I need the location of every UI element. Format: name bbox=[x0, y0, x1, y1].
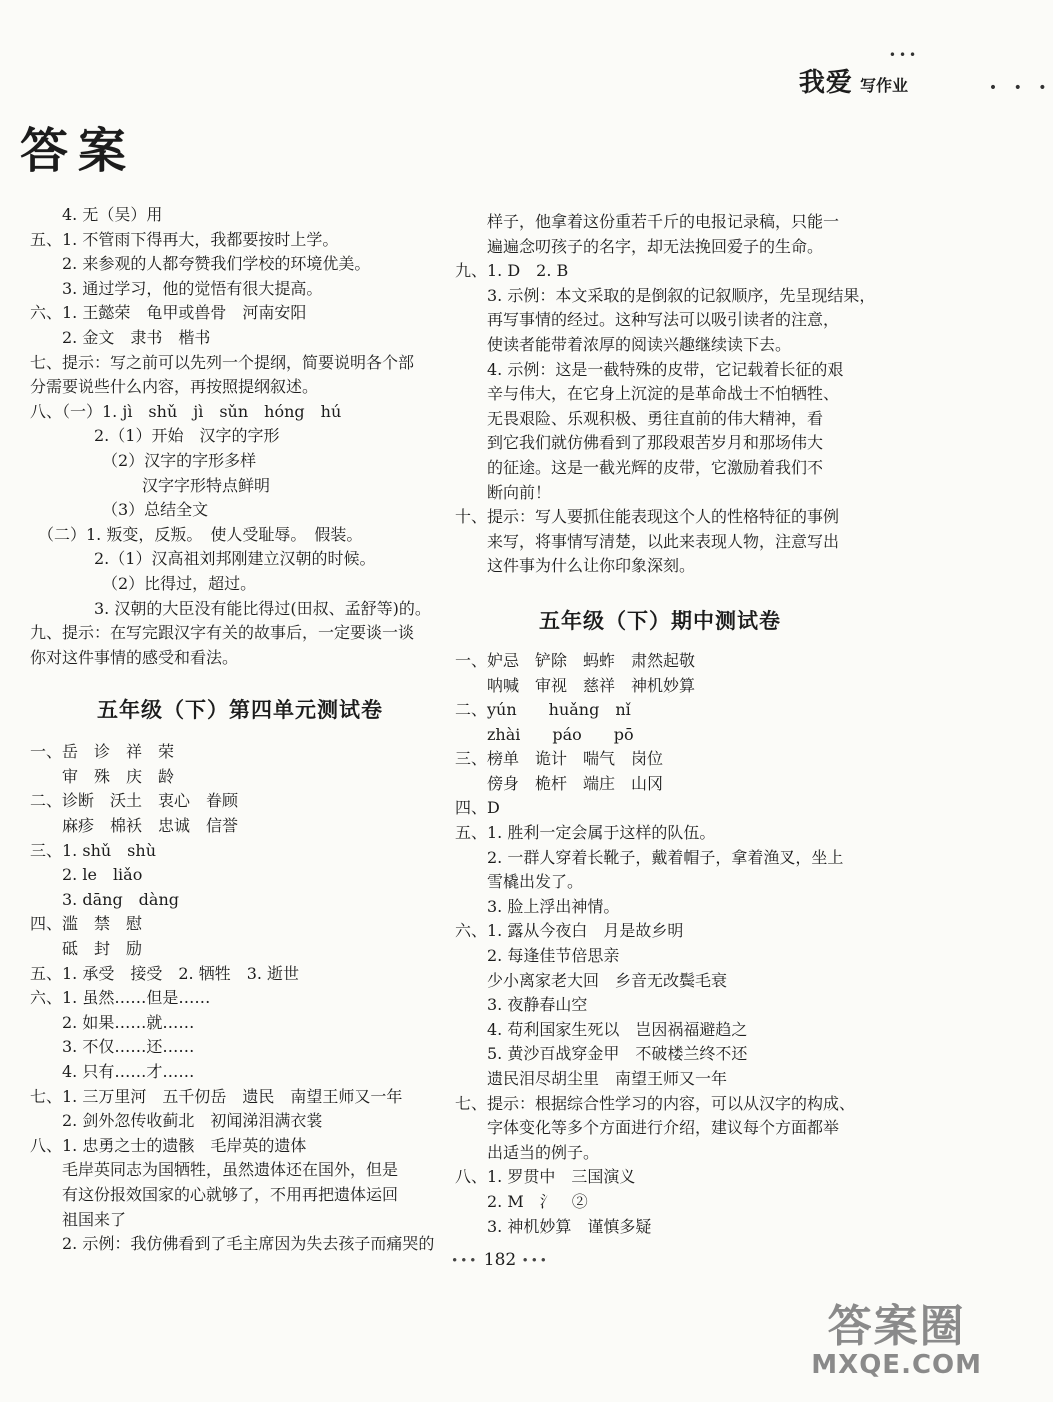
answer-line: 八、1. 罗贯中 三国演义 bbox=[455, 1167, 636, 1187]
answer-line: 三、1. shǔ shù bbox=[30, 840, 156, 860]
answer-line: 3. 示例：本文采取的是倒叙的记叙顺序，先呈现结果， bbox=[455, 285, 876, 305]
answer-line: 2. 一群人穿着长靴子，戴着帽子，拿着渔叉，坐上 bbox=[455, 847, 844, 867]
watermark bbox=[811, 1290, 982, 1380]
answer-line: 样子，他拿着这份重若千斤的电报记录稿，只能一 bbox=[455, 212, 840, 231]
answer-line: 汉字字形特点鲜明 bbox=[30, 475, 271, 495]
answer-line: 砥 封 励 bbox=[30, 939, 143, 959]
answer-line: 2. 如果……就…… bbox=[30, 1012, 195, 1032]
answer-line: 祖国来了 bbox=[30, 1209, 127, 1229]
answer-line: 辛与伟大，在它身上沉淀的是革命战士不怕牺牲、 bbox=[455, 384, 840, 404]
answer-line: 你对这件事情的感受和看法。 bbox=[30, 647, 239, 667]
answer-line: 3. dāng dàng bbox=[30, 889, 180, 909]
answer-line: 使读者能带着浓厚的阅读兴趣继续读下去。 bbox=[455, 334, 792, 354]
answer-line: 七、提示：根据综合性学习的内容，可以从汉字的构成、 bbox=[455, 1093, 856, 1113]
answer-line: 审 殊 庆 龄 bbox=[30, 766, 175, 786]
answer-line: （二）1. 叛变，反叛。 使人受耻辱。 假装。 bbox=[30, 524, 363, 544]
brand-main: 我爱 bbox=[798, 68, 853, 98]
answer-line: 呐喊 审视 慈祥 神机妙算 bbox=[455, 675, 696, 695]
answer-line: 五、1. 胜利一定会属于这样的队伍。 bbox=[455, 823, 716, 843]
watermark-url: MXQE.COM bbox=[811, 1350, 982, 1380]
answer-line: （2）汉字的字形多样 bbox=[30, 450, 257, 470]
answer-line: 四、D bbox=[455, 798, 500, 818]
answer-line: 三、榜单 诡计 喘气 岗位 bbox=[455, 749, 664, 769]
answer-line: 2.（1）开始 汉字的字形 bbox=[30, 426, 280, 446]
page-number: 182 bbox=[483, 1250, 517, 1270]
answer-line: 遍遍念叨孩子的名字，却无法挽回爱子的生命。 bbox=[455, 236, 824, 256]
page-title: 答案 bbox=[20, 123, 137, 179]
answer-line: 断向前！ bbox=[455, 482, 552, 502]
section-title-midterm: 五年级（下）期中测试卷 bbox=[539, 608, 781, 633]
answer-line: 3. 汉朝的大臣没有能比得过(田叔、孟舒等)的。 bbox=[30, 598, 431, 618]
answer-line: 六、1. 露从今夜白 月是故乡明 bbox=[455, 921, 684, 941]
answer-line: 分需要说些什么内容，再按照提纲叙述。 bbox=[30, 377, 319, 397]
answer-line: （3）总结全文 bbox=[30, 500, 209, 520]
answer-line: 雪橇出发了。 bbox=[455, 872, 584, 892]
answer-line: 五、1. 不管雨下得再大，我都要按时上学。 bbox=[30, 229, 339, 249]
answer-line: 八、（一）1. jì shǔ jì sǔn hóng hú bbox=[30, 401, 342, 421]
answer-line: 出适当的例子。 bbox=[455, 1142, 600, 1162]
left-column bbox=[30, 203, 450, 1257]
answer-line: 少小离家老大回 乡音无改鬓毛衰 bbox=[455, 970, 728, 990]
answer-line: 3. 通过学习，他的觉悟有很大提高。 bbox=[30, 278, 323, 298]
brand-trail: • • • bbox=[988, 80, 1053, 96]
answer-line: 一、岳 诊 祥 荣 bbox=[30, 742, 175, 762]
answer-line: zhài páo pō bbox=[455, 724, 634, 744]
answer-line: 5. 黄沙百战穿金甲 不破楼兰终不还 bbox=[455, 1044, 748, 1064]
watermark-text: 答案圈 bbox=[827, 1301, 966, 1352]
answer-line: 二、诊断 沃土 衷心 眷顾 bbox=[30, 791, 239, 811]
answer-line: 来写，将事情写清楚，以此来表现人物，注意写出 bbox=[455, 531, 840, 551]
answer-line: 遗民泪尽胡尘里 南望王师又一年 bbox=[455, 1069, 728, 1088]
footer-dots-left: ••• bbox=[451, 1253, 479, 1268]
answer-line: 一、妒忌 铲除 蚂蚱 肃然起敬 bbox=[455, 650, 696, 670]
answer-line: 的征途。这是一截光辉的皮带，它激励着我们不 bbox=[455, 457, 824, 477]
answer-line: 六、1. 虽然……但是…… bbox=[30, 988, 211, 1008]
answer-line: 3. 不仅……还…… bbox=[30, 1037, 195, 1057]
answer-line: 4. 示例：这是一截特殊的皮带，它记载着长征的艰 bbox=[455, 359, 844, 379]
answer-line: 2. 剑外忽传收蓟北 初闻涕泪满衣裳 bbox=[30, 1111, 323, 1131]
right-column bbox=[455, 210, 876, 1239]
answer-line: 到它我们就仿佛看到了那段艰苦岁月和那场伟大 bbox=[455, 433, 824, 453]
section-title-unit4: 五年级（下）第四单元测试卷 bbox=[97, 698, 383, 723]
footer-dots-right: ••• bbox=[521, 1253, 549, 1268]
answer-line: 八、1. 忠勇之士的遗骸 毛岸英的遗体 bbox=[30, 1135, 307, 1155]
answer-line: 六、1. 王懿荣 龟甲或兽骨 河南安阳 bbox=[30, 303, 307, 323]
answer-line: （2）比得过，超过。 bbox=[30, 573, 257, 593]
answer-line: 2. 来参观的人都夸赞我们学校的环境优美。 bbox=[30, 254, 371, 274]
answer-line: 4. 只有……才…… bbox=[30, 1062, 195, 1081]
answer-line: 七、提示：写之前可以先列一个提纲，简要说明各个部 bbox=[30, 352, 415, 372]
answer-line: 傍身 桅杆 端庄 山冈 bbox=[455, 773, 664, 793]
answer-line: 麻疹 棉袄 忠诚 信誉 bbox=[30, 816, 239, 836]
answer-line: 字体变化等多个方面进行介绍，建议每个方面都举 bbox=[455, 1118, 840, 1138]
answer-line: 2.（1）汉高祖刘邦刚建立汉朝的时候。 bbox=[30, 549, 376, 569]
answer-line: 2. 示例：我仿佛看到了毛主席因为失去孩子而痛哭的 bbox=[30, 1234, 435, 1254]
answer-line: 2. M 氵 ② bbox=[455, 1191, 588, 1211]
answer-line: 4. 无（吴）用 bbox=[30, 205, 163, 224]
answer-line: 3. 夜静春山空 bbox=[455, 995, 588, 1015]
answer-line: 2. 每逢佳节倍思亲 bbox=[455, 946, 620, 966]
answer-line: 二、yún huǎng nǐ bbox=[455, 700, 631, 720]
answer-line: 3. 脸上浮出神情。 bbox=[455, 896, 620, 916]
answer-line: 2. 金文 隶书 楷书 bbox=[30, 327, 211, 347]
answer-line: 4. 苟利国家生死以 岂因祸福避趋之 bbox=[455, 1019, 748, 1039]
answer-line: 3. 神机妙算 谨慎多疑 bbox=[455, 1216, 652, 1236]
answer-line: 十、提示：写人要抓住能表现这个人的性格特征的事例 bbox=[455, 507, 840, 527]
answer-line: 2. le liǎo bbox=[30, 865, 143, 885]
answer-line: 五、1. 承受 接受 2. 牺牲 3. 逝世 bbox=[30, 963, 300, 983]
answer-line: 这件事为什么让你印象深刻。 bbox=[455, 556, 696, 576]
answer-line: 九、提示：在写完跟汉字有关的故事后，一定要谈一谈 bbox=[30, 623, 415, 643]
answer-line: 毛岸英同志为国牺牲，虽然遗体还在国外，但是 bbox=[30, 1160, 399, 1180]
left-answers-block-1 bbox=[30, 203, 450, 670]
brand-sub: 写作业 bbox=[859, 76, 908, 95]
answer-line: 无畏艰险、乐观积极、勇往直前的伟大精神，看 bbox=[455, 408, 824, 428]
answer-line: 九、1. D 2. B bbox=[455, 261, 569, 281]
right-answers-block-1 bbox=[455, 210, 876, 579]
page-footer bbox=[0, 1250, 1000, 1270]
right-answers-block-2 bbox=[455, 649, 865, 1239]
left-answers-block-2 bbox=[30, 740, 450, 1256]
brand-logo bbox=[798, 48, 1053, 99]
answer-line: 有这份报效国家的心就够了，不用再把遗体运回 bbox=[30, 1184, 399, 1204]
answer-line: 七、1. 三万里河 五千仞岳 遗民 南望王师又一年 bbox=[30, 1086, 403, 1106]
answer-line: 四、滥 禁 慰 bbox=[30, 914, 143, 934]
brand-dots: ••• bbox=[888, 48, 920, 62]
answer-line: 再写事情的经过。这种写法可以吸引读者的注意， bbox=[455, 310, 840, 330]
